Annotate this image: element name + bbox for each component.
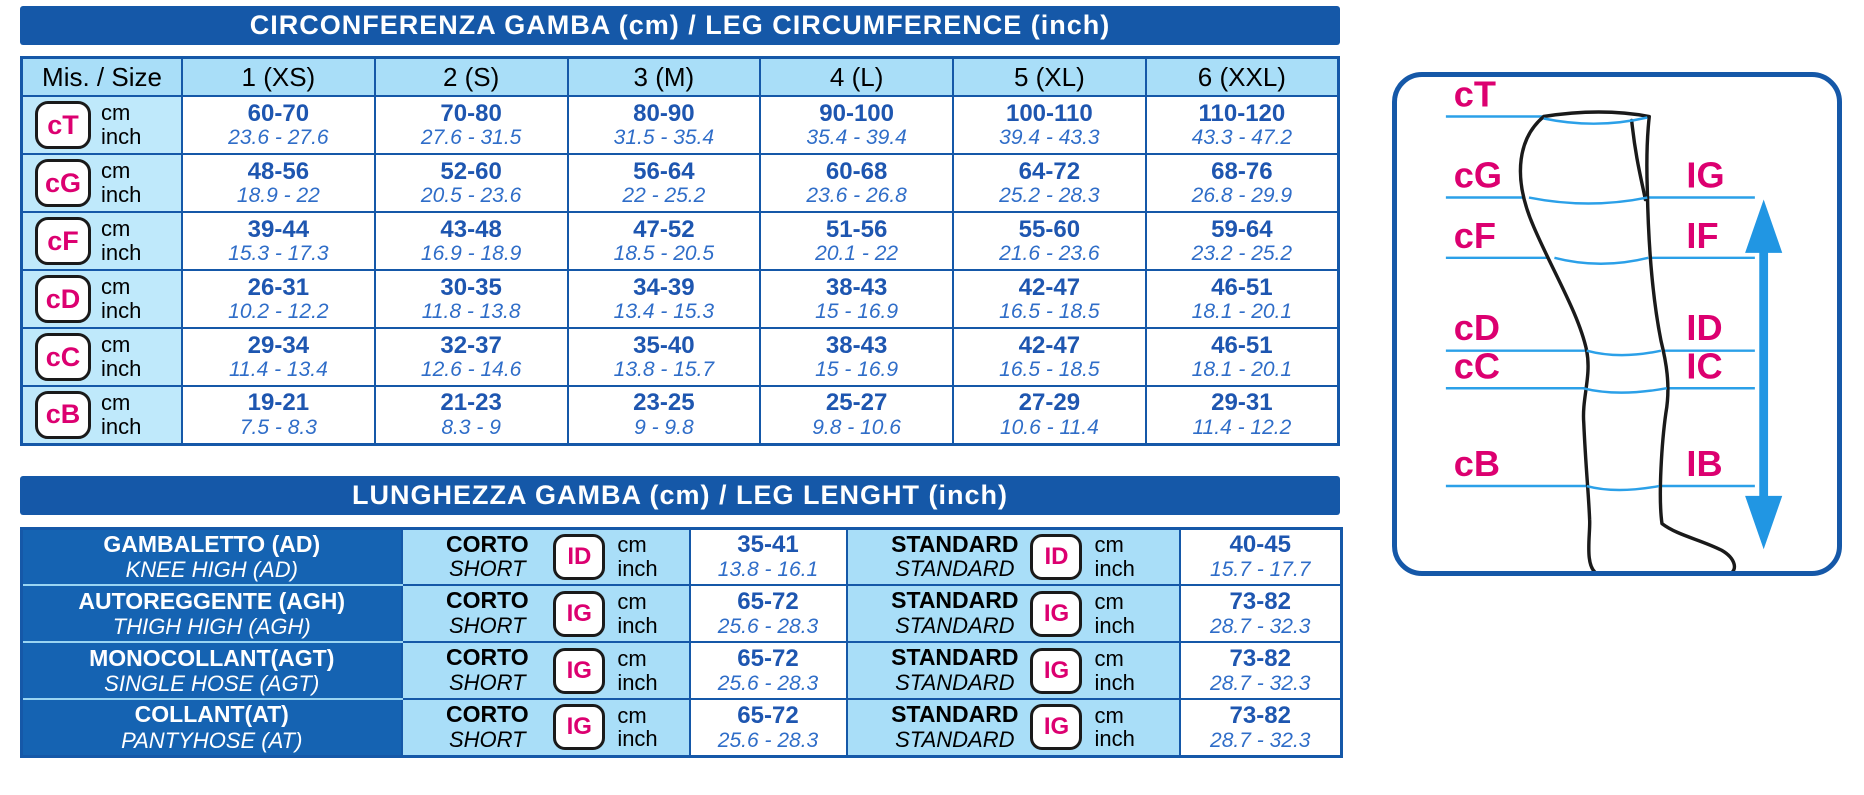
short-label-en: SHORT <box>449 556 526 582</box>
standard-label-en: STANDARD <box>895 613 1015 639</box>
inch-range: 13.8 - 16.1 <box>717 558 819 582</box>
size-value-cell <box>760 96 953 154</box>
size-value-cell <box>568 328 761 386</box>
size-value-cell <box>1146 386 1339 444</box>
inch-range: 11.8 - 13.8 <box>421 300 521 324</box>
inch-range: 21.6 - 23.6 <box>999 242 1100 266</box>
unit-cm-label: cm <box>101 100 131 126</box>
length-arrow <box>1745 200 1782 550</box>
label-cG: cG <box>1453 154 1502 196</box>
inch-range: 15.3 - 17.3 <box>228 242 329 266</box>
length-table-row <box>22 699 1342 756</box>
short-option-wrap <box>403 532 689 582</box>
standard-value-cell <box>1180 699 1342 756</box>
inch-range: 16.5 - 18.5 <box>999 358 1100 382</box>
unit-labels <box>617 647 657 695</box>
cm-range: 42-47 <box>1018 331 1081 359</box>
standard-label-it: STANDARD <box>891 530 1019 557</box>
cm-range: 39-44 <box>247 215 310 243</box>
inch-range: 12.6 - 14.6 <box>420 358 522 382</box>
length-badge: IG <box>1030 704 1082 750</box>
unit-inch-label: inch <box>1094 612 1135 638</box>
size-column-header: 3 (M) <box>568 58 761 97</box>
cm-range: 48-56 <box>247 157 310 185</box>
inch-range: 28.7 - 32.3 <box>1210 614 1311 638</box>
label-IF: IF <box>1686 214 1719 256</box>
size-value-cell <box>760 386 953 444</box>
cm-range: 55-60 <box>1018 215 1081 243</box>
standard-value-cell <box>1180 642 1342 699</box>
unit-cm-label: cm <box>101 158 131 184</box>
label-cT: cT <box>1453 77 1496 115</box>
cm-range: 29-34 <box>247 331 310 359</box>
tables-column <box>20 6 1340 758</box>
length-table-body <box>22 528 1342 756</box>
unit-cm-label: cm <box>617 702 647 728</box>
size-column-header: 5 (XL) <box>953 58 1146 97</box>
inch-range: 43.3 - 47.2 <box>1191 126 1293 150</box>
unit-labels <box>101 391 141 439</box>
cm-range: 40-45 <box>1229 531 1291 559</box>
size-value-cell <box>953 328 1146 386</box>
garment-name-it: MONOCOLLANT(AGT) <box>89 644 335 671</box>
inch-range: 13.8 - 15.7 <box>613 358 715 382</box>
short-label <box>433 588 541 638</box>
cm-range: 42-47 <box>1018 273 1081 301</box>
garment-label-cell <box>22 642 402 699</box>
short-value-cell <box>690 528 847 585</box>
standard-label-en: STANDARD <box>895 726 1015 752</box>
cm-range: 38-43 <box>825 331 888 359</box>
size-value-cell <box>182 386 375 444</box>
inch-range: 18.1 - 20.1 <box>1191 300 1293 324</box>
short-option-cell <box>402 699 690 756</box>
cm-range: 90-100 <box>819 99 894 127</box>
size-value-cell <box>953 154 1146 212</box>
standard-label-en: STANDARD <box>895 556 1015 582</box>
inch-range: 18.5 - 20.5 <box>613 242 715 266</box>
garment-name-en: THIGH HIGH (AGH) <box>112 614 311 640</box>
short-option-wrap <box>403 645 689 695</box>
short-option-wrap <box>403 702 689 752</box>
length-table <box>20 527 1343 758</box>
cm-range: 27-29 <box>1018 389 1081 417</box>
standard-label-it: STANDARD <box>891 701 1019 728</box>
length-table-row <box>22 585 1342 642</box>
cm-range: 26-31 <box>247 273 310 301</box>
unit-labels <box>617 533 657 581</box>
standard-label <box>891 645 1018 695</box>
size-value-cell <box>953 386 1146 444</box>
size-value-cell <box>375 212 568 270</box>
standard-option-wrap <box>848 702 1179 752</box>
inch-range: 15 - 16.9 <box>815 300 899 324</box>
garment-name-en: PANTYHOSE (AT) <box>121 727 303 753</box>
inch-range: 13.4 - 15.3 <box>613 300 715 324</box>
cm-range: 68-76 <box>1211 157 1273 185</box>
short-label-en: SHORT <box>449 613 526 639</box>
cm-range: 34-39 <box>633 273 695 301</box>
measure-label-wrap <box>23 391 181 439</box>
length-badge: ID <box>1030 534 1082 580</box>
label-cC: cC <box>1453 345 1500 387</box>
short-label-en: SHORT <box>449 670 526 696</box>
inch-range: 8.3 - 9 <box>441 416 501 440</box>
size-value-cell <box>182 212 375 270</box>
unit-cm-label: cm <box>1094 702 1124 728</box>
measure-badge: cB <box>35 391 91 439</box>
short-value-cell <box>690 699 847 756</box>
inch-range: 11.4 - 13.4 <box>228 358 328 382</box>
short-option-cell <box>402 585 690 642</box>
size-header-cell: Mis. / Size <box>22 58 183 97</box>
label-cB: cB <box>1453 442 1500 485</box>
unit-inch-label: inch <box>101 240 142 265</box>
unit-labels <box>101 333 141 381</box>
size-table-row <box>22 328 1339 386</box>
inch-range: 28.7 - 32.3 <box>1210 671 1311 695</box>
arrow-head-up <box>1745 200 1782 253</box>
standard-option-wrap <box>848 645 1179 695</box>
size-value-cell <box>182 96 375 154</box>
circumference-table-head <box>22 58 1339 97</box>
unit-cm-label: cm <box>1094 532 1124 557</box>
unit-cm-label: cm <box>617 588 647 614</box>
measure-label-wrap <box>23 275 181 323</box>
short-option-cell <box>402 642 690 699</box>
unit-labels <box>1094 647 1134 695</box>
measure-badge: cD <box>35 275 91 323</box>
length-badge: IG <box>553 704 605 750</box>
unit-inch-label: inch <box>1094 669 1135 695</box>
cm-range: 73-82 <box>1229 701 1291 729</box>
circumference-title-band: CIRCONFERENZA GAMBA (cm) / LEG CIRCUMFERENCE (inch) <box>20 6 1340 45</box>
length-table-row <box>22 642 1342 699</box>
standard-label <box>891 702 1018 752</box>
arrow-shaft <box>1759 251 1768 498</box>
measure-label-cell <box>22 96 183 154</box>
inch-range: 18.9 - 22 <box>236 184 320 208</box>
arrow-head-down <box>1745 496 1782 549</box>
label-IC: IC <box>1686 345 1723 387</box>
unit-cm-label: cm <box>101 274 131 300</box>
cm-range: 35-40 <box>633 331 695 359</box>
inch-range: 7.5 - 8.3 <box>239 416 317 440</box>
short-label-en: SHORT <box>449 726 526 752</box>
unit-inch-label: inch <box>617 726 658 752</box>
measure-badge: cC <box>35 333 91 381</box>
inch-range: 23.6 - 26.8 <box>806 184 907 208</box>
garment-name-it: COLLANT(AT) <box>134 701 289 728</box>
label-ID: ID <box>1686 306 1723 348</box>
label-cF: cF <box>1453 214 1496 256</box>
unit-cm-label: cm <box>101 332 131 358</box>
measure-label-cell <box>22 212 183 270</box>
cm-range: 73-82 <box>1229 645 1291 673</box>
length-badge: ID <box>553 534 605 580</box>
unit-labels <box>1094 704 1134 752</box>
measure-label-cell <box>22 270 183 328</box>
size-value-cell <box>760 328 953 386</box>
cm-range: 64-72 <box>1018 157 1081 185</box>
length-table-row <box>22 528 1342 585</box>
measure-badge: cG <box>35 159 91 207</box>
size-column-header: 1 (XS) <box>182 58 375 97</box>
cm-range: 100-110 <box>1005 99 1093 127</box>
inch-range: 25.2 - 28.3 <box>999 184 1100 208</box>
size-value-cell <box>1146 270 1339 328</box>
standard-value-cell <box>1180 585 1342 642</box>
inch-range: 15.7 - 17.7 <box>1210 558 1311 582</box>
size-value-cell <box>760 154 953 212</box>
inch-range: 9 - 9.8 <box>634 416 694 440</box>
cm-range: 70-80 <box>440 99 502 127</box>
standard-option-wrap <box>848 588 1179 638</box>
cm-range: 73-82 <box>1229 588 1291 616</box>
garment-name-it: GAMBALETTO (AD) <box>103 530 321 557</box>
inch-range: 20.5 - 23.6 <box>420 184 522 208</box>
inch-range: 35.4 - 39.4 <box>806 126 907 150</box>
inch-range: 18.1 - 20.1 <box>1191 358 1293 382</box>
size-value-cell <box>953 96 1146 154</box>
standard-label <box>891 588 1018 638</box>
cm-range: 80-90 <box>633 99 695 127</box>
size-value-cell <box>568 154 761 212</box>
size-value-cell <box>1146 328 1339 386</box>
cm-range: 46-51 <box>1211 273 1273 301</box>
size-value-cell <box>568 96 761 154</box>
size-value-cell <box>182 328 375 386</box>
inch-range: 28.7 - 32.3 <box>1210 728 1311 752</box>
cm-range: 60-70 <box>247 99 310 127</box>
measure-badge: cF <box>35 217 91 265</box>
measure-badge: cT <box>35 101 91 149</box>
size-table-row <box>22 154 1339 212</box>
cm-range: 25-27 <box>825 389 888 417</box>
size-value-cell <box>375 270 568 328</box>
standard-value-cell <box>1180 528 1342 585</box>
short-value-cell <box>690 642 847 699</box>
cm-range: 59-64 <box>1211 215 1273 243</box>
unit-cm-label: cm <box>101 216 131 242</box>
size-column-header: 6 (XXL) <box>1146 58 1339 97</box>
garment-label-cell <box>22 699 402 756</box>
unit-labels <box>101 275 141 323</box>
cm-range: 110-120 <box>1198 99 1286 127</box>
standard-option-cell <box>847 585 1180 642</box>
inch-range: 31.5 - 35.4 <box>613 126 715 150</box>
unit-inch-label: inch <box>101 356 142 381</box>
length-badge: IG <box>553 648 605 694</box>
unit-labels <box>1094 590 1134 638</box>
cm-range: 32-37 <box>440 331 502 359</box>
label-cD: cD <box>1453 306 1500 348</box>
short-option-wrap <box>403 588 689 638</box>
unit-inch-label: inch <box>101 124 142 149</box>
inch-range: 20.1 - 22 <box>815 242 899 266</box>
cm-range: 47-52 <box>633 215 695 243</box>
inch-range: 16.9 - 18.9 <box>420 242 522 266</box>
short-value-cell <box>690 585 847 642</box>
cm-range: 35-41 <box>737 531 799 559</box>
standard-option-cell <box>847 528 1180 585</box>
cm-range: 65-72 <box>737 701 799 729</box>
short-label <box>433 702 541 752</box>
cm-range: 65-72 <box>737 645 799 673</box>
cm-range: 51-56 <box>825 215 888 243</box>
length-badge: IG <box>1030 591 1082 637</box>
cm-range: 65-72 <box>737 588 799 616</box>
inch-range: 23.2 - 25.2 <box>1191 242 1293 266</box>
short-label-it: CORTO <box>445 530 529 557</box>
size-value-cell <box>182 154 375 212</box>
size-column-header: 2 (S) <box>375 58 568 97</box>
inch-range: 25.6 - 28.3 <box>717 614 819 638</box>
inch-range: 39.4 - 43.3 <box>999 126 1100 150</box>
unit-cm-label: cm <box>1094 645 1124 671</box>
size-value-cell <box>568 386 761 444</box>
unit-labels <box>617 590 657 638</box>
unit-inch-label: inch <box>617 555 658 581</box>
inch-range: 25.6 - 28.3 <box>717 728 819 752</box>
short-label-it: CORTO <box>445 701 529 728</box>
cm-range: 60-68 <box>825 157 888 185</box>
short-option-cell <box>402 528 690 585</box>
inch-range: 22 - 25.2 <box>622 184 706 208</box>
cm-range: 29-31 <box>1211 389 1273 417</box>
size-value-cell <box>953 212 1146 270</box>
cm-range: 23-25 <box>633 389 695 417</box>
size-header-row <box>22 58 1339 97</box>
label-IG: IG <box>1686 154 1725 196</box>
circumference-table <box>20 56 1340 446</box>
size-value-cell <box>1146 212 1339 270</box>
size-table-row <box>22 386 1339 444</box>
size-value-cell <box>375 328 568 386</box>
size-value-cell <box>568 212 761 270</box>
leg-diagram-svg <box>1397 77 1837 571</box>
inch-range: 11.4 - 12.2 <box>1192 416 1292 440</box>
unit-inch-label: inch <box>101 413 142 439</box>
inch-range: 15 - 16.9 <box>815 358 899 382</box>
inch-range: 9.8 - 10.6 <box>812 416 901 440</box>
cm-range: 43-48 <box>440 215 502 243</box>
cm-range: 21-23 <box>440 389 502 417</box>
measure-label-wrap <box>23 159 181 207</box>
standard-label-en: STANDARD <box>895 670 1015 696</box>
unit-labels <box>101 101 141 149</box>
size-column-header: 4 (L) <box>760 58 953 97</box>
inch-range: 16.5 - 18.5 <box>999 300 1100 324</box>
size-value-cell <box>375 154 568 212</box>
standard-option-wrap <box>848 532 1179 582</box>
size-value-cell <box>1146 154 1339 212</box>
length-badge: IG <box>1030 648 1082 694</box>
unit-cm-label: cm <box>1094 588 1124 614</box>
standard-option-cell <box>847 642 1180 699</box>
unit-cm-label: cm <box>617 532 647 557</box>
garment-label-cell <box>22 528 402 585</box>
circumference-table-body <box>22 96 1339 444</box>
unit-inch-label: inch <box>1094 726 1135 752</box>
cm-range: 52-60 <box>440 157 502 185</box>
measure-label-wrap <box>23 101 181 149</box>
size-table-row <box>22 212 1339 270</box>
size-value-cell <box>375 386 568 444</box>
garment-name-en: KNEE HIGH (AD) <box>125 557 298 583</box>
size-value-cell <box>760 212 953 270</box>
measure-label-cell <box>22 154 183 212</box>
unit-labels <box>617 704 657 752</box>
garment-label-cell <box>22 585 402 642</box>
cm-range: 19-21 <box>247 389 310 417</box>
measure-label-cell <box>22 386 183 444</box>
size-value-cell <box>1146 96 1339 154</box>
leg-measurement-diagram <box>1392 72 1842 576</box>
unit-labels <box>101 159 141 207</box>
unit-labels <box>101 217 141 265</box>
standard-option-cell <box>847 699 1180 756</box>
unit-cm-label: cm <box>617 645 647 671</box>
inch-range: 27.6 - 31.5 <box>420 126 522 150</box>
size-table-row <box>22 270 1339 328</box>
standard-label <box>891 532 1018 582</box>
standard-label-it: STANDARD <box>891 587 1019 614</box>
standard-label-it: STANDARD <box>891 644 1019 671</box>
inch-range: 26.8 - 29.9 <box>1191 184 1293 208</box>
inch-range: 10.2 - 12.2 <box>228 300 329 324</box>
unit-cm-label: cm <box>101 390 131 415</box>
length-title-band: LUNGHEZZA GAMBA (cm) / LEG LENGHT (inch) <box>20 476 1340 515</box>
cm-range: 46-51 <box>1211 331 1273 359</box>
garment-name-it: AUTOREGGENTE (AGH) <box>78 587 346 614</box>
size-value-cell <box>568 270 761 328</box>
measure-label-wrap <box>23 333 181 381</box>
garment-name-en: SINGLE HOSE (AGT) <box>104 671 320 697</box>
short-label <box>433 645 541 695</box>
unit-inch-label: inch <box>617 669 658 695</box>
length-badge: IG <box>553 591 605 637</box>
measure-label-wrap <box>23 217 181 265</box>
inch-range: 25.6 - 28.3 <box>717 671 819 695</box>
size-table-row <box>22 96 1339 154</box>
size-value-cell <box>182 270 375 328</box>
unit-inch-label: inch <box>617 612 658 638</box>
short-label <box>433 532 541 582</box>
unit-inch-label: inch <box>1094 555 1135 581</box>
size-value-cell <box>760 270 953 328</box>
inch-range: 23.6 - 27.6 <box>228 126 329 150</box>
label-IB: IB <box>1686 442 1723 485</box>
unit-labels <box>1094 533 1134 581</box>
size-value-cell <box>375 96 568 154</box>
measure-label-cell <box>22 328 183 386</box>
cm-range: 30-35 <box>440 273 502 301</box>
unit-inch-label: inch <box>101 298 142 323</box>
cm-range: 56-64 <box>633 157 695 185</box>
inch-range: 10.6 - 11.4 <box>999 416 1099 440</box>
cm-range: 38-43 <box>825 273 888 301</box>
size-value-cell <box>953 270 1146 328</box>
unit-inch-label: inch <box>101 182 142 207</box>
short-label-it: CORTO <box>445 644 529 671</box>
short-label-it: CORTO <box>445 587 529 614</box>
